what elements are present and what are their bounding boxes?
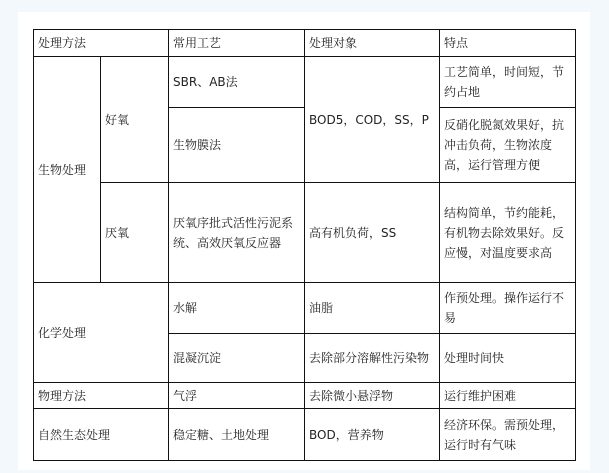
feature-cell: 作预处理。操作运行不易 — [440, 283, 576, 334]
process-cell: 稳定糖、土地处理 — [169, 409, 305, 461]
process-cell: SBR、AB法 — [169, 57, 305, 108]
eco-category-cell: 自然生态处理 — [34, 409, 169, 461]
header-method: 处理方法 — [34, 30, 169, 57]
chem-category-cell: 化学处理 — [34, 283, 169, 383]
process-cell: 厌氧序批式活性污泥系统、高效厌氧反应器 — [169, 183, 305, 283]
target-cell: 去除微小悬浮物 — [305, 383, 440, 409]
table-row — [34, 383, 576, 409]
feature-cell: 工艺简单，时间短，节约占地 — [440, 57, 576, 108]
process-cell: 气浮 — [169, 383, 305, 409]
feature-cell: 运行维护困难 — [440, 383, 576, 409]
header-feature: 特点 — [440, 30, 576, 57]
aerobic-label-cell: 好氧 — [101, 57, 169, 183]
feature-cell: 经济环保。需预处理，运行时有气味 — [440, 409, 576, 461]
process-cell: 生物膜法 — [169, 108, 305, 183]
table-header-row — [34, 30, 576, 57]
phys-category-cell: 物理方法 — [34, 383, 169, 409]
header-target: 处理对象 — [305, 30, 440, 57]
target-cell: 高有机负荷，SS — [305, 183, 440, 283]
process-cell: 水解 — [169, 283, 305, 334]
treatment-methods-table — [33, 29, 576, 461]
table-row — [34, 57, 576, 108]
anaerobic-label-cell: 厌氧 — [101, 183, 169, 283]
target-cell: BOD，营养物 — [305, 409, 440, 461]
feature-cell: 结构简单，节约能耗，有机物去除效果好。反应慢，对温度要求高 — [440, 183, 576, 283]
feature-cell: 处理时间快 — [440, 334, 576, 383]
feature-cell: 反硝化脱氮效果好，抗冲击负荷，生物浓度高，运行管理方便 — [440, 108, 576, 183]
header-process: 常用工艺 — [169, 30, 305, 57]
process-cell: 混凝沉淀 — [169, 334, 305, 383]
bio-category-cell: 生物处理 — [34, 57, 101, 283]
table-row — [34, 183, 576, 283]
target-cell: 去除部分溶解性污染物 — [305, 334, 440, 383]
table-row — [34, 283, 576, 334]
table-row — [34, 409, 576, 461]
target-cell: 油脂 — [305, 283, 440, 334]
aerobic-target-cell: BOD5，COD，SS，P — [305, 57, 440, 183]
